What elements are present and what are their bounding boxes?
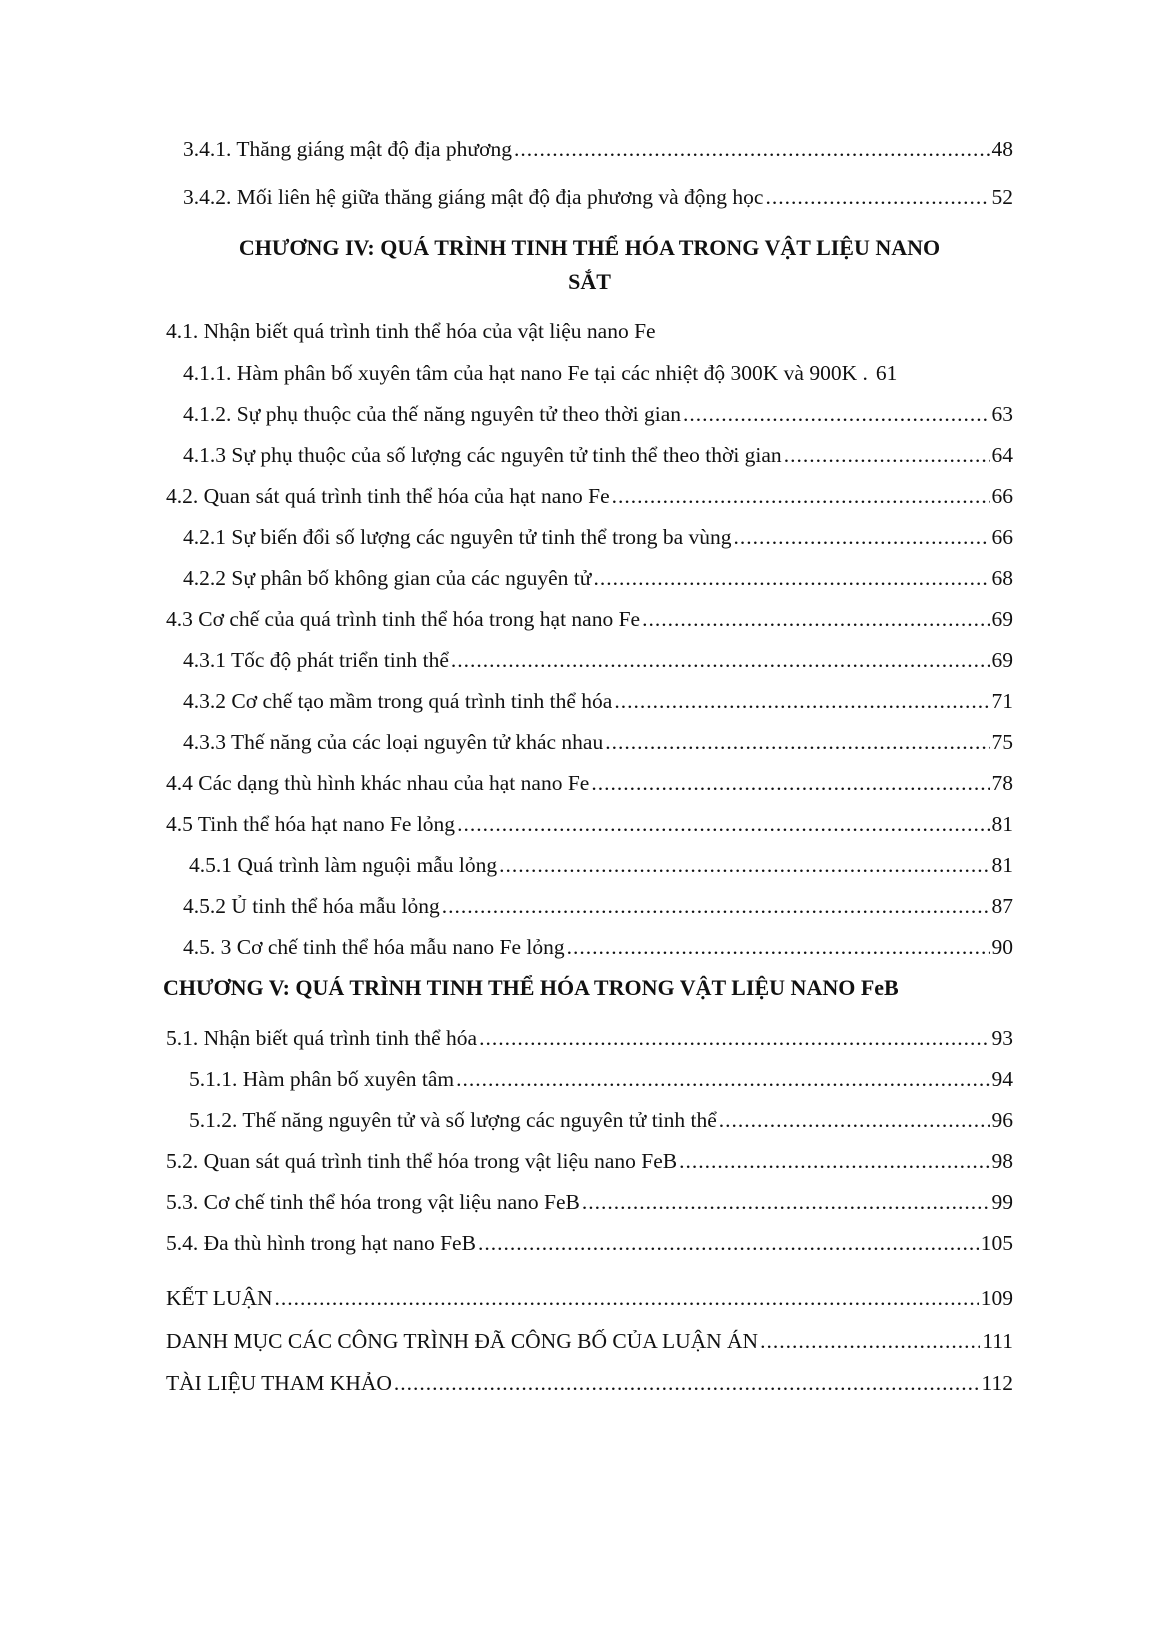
dot-leader: [614, 684, 989, 718]
toc-entry-page: 75: [991, 730, 1013, 754]
toc-entry: [166, 1324, 1013, 1358]
toc-entry-page: 94: [991, 1067, 1013, 1091]
toc-entry-title: KẾT LUẬN: [166, 1286, 273, 1310]
toc-entry-page: 81: [991, 812, 1013, 836]
toc-entry-title: 5.2. Quan sát quá trình tinh thể hóa trong vật liệu nano FeB: [166, 1149, 678, 1173]
toc-entry: [183, 397, 1013, 431]
toc-entry-title: 4.1.2. Sự phụ thuộc của thế năng nguyên tử theo thời gian: [183, 402, 682, 426]
toc-entry-page: 69: [991, 648, 1013, 672]
toc-entry: [166, 1366, 1013, 1400]
toc-entry-title: 5.3. Cơ chế tinh thể hóa trong vật liệu nano FeB: [166, 1190, 580, 1214]
toc-entry-title: TÀI LIỆU THAM KHẢO: [166, 1371, 392, 1395]
toc-entry-page: 69: [991, 607, 1013, 631]
toc-entry: [183, 684, 1013, 718]
toc-entry-title: 5.1.2. Thế năng nguyên tử và số lượng các nguyên tử tinh thể: [189, 1108, 717, 1132]
toc-entry-title: 4.3.1 Tốc độ phát triển tinh thể: [183, 648, 449, 672]
toc-entry-title: 4.2.2 Sự phân bố không gian của các nguyên tử: [183, 566, 592, 590]
toc-entry: [183, 520, 1013, 554]
dot-leader: [760, 1324, 980, 1358]
toc-entry: [166, 1185, 1013, 1219]
dot-leader: [567, 930, 990, 964]
dot-leader: [784, 438, 990, 472]
toc-entry-title: 4.5. 3 Cơ chế tinh thể hóa mẫu nano Fe lỏng: [183, 935, 565, 959]
toc-entry: [183, 930, 1013, 964]
toc-entry-page: 112: [981, 1371, 1013, 1395]
toc-entry-title: 3.4.2. Mối liên hệ giữa thăng giáng mật độ địa phương và động học: [183, 185, 764, 209]
dot-leader: [479, 1021, 989, 1055]
dot-leader: [612, 479, 990, 513]
toc-entry: [183, 561, 1013, 595]
toc-entry: [183, 725, 1013, 759]
dot-leader: [394, 1366, 980, 1400]
toc-entry-page: 111: [982, 1329, 1013, 1353]
toc-entry: [166, 602, 1013, 636]
dot-leader: [642, 602, 989, 636]
toc-entry: [189, 1103, 1013, 1137]
toc-entry-page: 109: [980, 1286, 1013, 1310]
toc-entry-page: 68: [991, 566, 1013, 590]
toc-entry-page: 48: [991, 137, 1013, 161]
toc-entry-page: 52: [991, 185, 1013, 209]
dot-leader: [451, 643, 990, 677]
toc-entry-title: 4.3 Cơ chế của quá trình tinh thể hóa trong hạt nano Fe: [166, 607, 641, 631]
toc-entry-page: 98: [991, 1149, 1013, 1173]
dot-leader: [457, 807, 989, 841]
toc-entry: [166, 766, 1013, 800]
toc-entry-title: 4.3.2 Cơ chế tạo mầm trong quá trình tinh thể hóa: [183, 689, 613, 713]
dot-leader: [582, 1185, 990, 1219]
toc-entry-title: 4.1.1. Hàm phân bố xuyên tâm của hạt nano Fe tại các nhiệt độ 300K và 900K .: [183, 361, 868, 385]
dot-leader: [719, 1103, 990, 1137]
dot-leader: [514, 132, 990, 166]
toc-entry-title: 4.5.1 Quá trình làm nguội mẫu lỏng: [189, 853, 498, 877]
toc-entry-title: 4.4 Các dạng thù hình khác nhau của hạt nano Fe: [166, 771, 590, 795]
toc-entry-page: 63: [991, 402, 1013, 426]
toc-entry-page: 90: [991, 935, 1013, 959]
dot-leader: [275, 1281, 979, 1315]
toc-entry: [183, 643, 1013, 677]
toc-entry-page: 78: [991, 771, 1013, 795]
chapter-iv-heading-line2: SẮT: [568, 269, 611, 294]
toc-entry-title: 5.4. Đa thù hình trong hạt nano FeB: [166, 1231, 476, 1255]
dot-leader: [734, 520, 990, 554]
toc-entry: [166, 1281, 1013, 1315]
toc-entry-title: 5.1.1. Hàm phân bố xuyên tâm: [189, 1067, 455, 1091]
toc-entry-page: 81: [991, 853, 1013, 877]
toc-entry: [166, 807, 1013, 841]
toc-entry-page: 105: [980, 1231, 1013, 1255]
chapter-iv-heading: [166, 231, 1013, 299]
dot-leader: [478, 1226, 979, 1260]
toc-entry-page: 93: [991, 1026, 1013, 1050]
toc-entry: [189, 848, 1013, 882]
toc-entry-title: 4.1. Nhận biết quá trình tinh thể hóa của vật liệu nano Fe: [166, 319, 656, 343]
toc-entry-title: 4.5.2 Ủ tinh thể hóa mẫu lỏng: [183, 894, 440, 918]
toc-entry-title: 4.2. Quan sát quá trình tinh thể hóa của hạt nano Fe: [166, 484, 610, 508]
toc-entry: [183, 180, 1013, 214]
toc-entry: [166, 1021, 1013, 1055]
dot-leader: [591, 766, 989, 800]
dot-leader: [593, 561, 989, 595]
dot-leader: [442, 889, 990, 923]
toc-entry-title: DANH MỤC CÁC CÔNG TRÌNH ĐÃ CÔNG BỐ CỦA LUẬN ÁN: [166, 1329, 759, 1353]
toc-entry-title: 4.5 Tinh thể hóa hạt nano Fe lỏng: [166, 812, 456, 836]
dot-leader: [765, 180, 989, 214]
toc-entry-title: 5.1. Nhận biết quá trình tinh thể hóa: [166, 1026, 478, 1050]
chapter-iv-heading-line1: CHƯƠNG IV: QUÁ TRÌNH TINH THỂ HÓA TRONG VẬT LIỆU NANO: [238, 235, 941, 260]
toc-entry-page: 71: [991, 689, 1013, 713]
toc-entry-title: 3.4.1. Thăng giáng mật độ địa phương: [183, 137, 512, 161]
toc-entry: [183, 438, 1013, 472]
dot-leader: [499, 848, 989, 882]
toc-entry: [183, 132, 1013, 166]
toc-section-heading: [166, 314, 1013, 348]
toc-entry-page: 96: [991, 1108, 1013, 1132]
toc-entry: [166, 1226, 1013, 1260]
toc-entry: [183, 889, 1013, 923]
dot-leader: [679, 1144, 989, 1178]
dot-leader: [683, 397, 989, 431]
toc-entry: [166, 479, 1013, 513]
toc-entry-page: 99: [991, 1190, 1013, 1214]
toc-entry-page: 66: [991, 484, 1013, 508]
toc-entry-title: 4.3.3 Thế năng của các loại nguyên tử khác nhau: [183, 730, 604, 754]
chapter-v-heading: CHƯƠNG V: QUÁ TRÌNH TINH THỂ HÓA TRONG VẬT LIỆU NANO FeB: [163, 975, 899, 1000]
toc-entry-title: 4.2.1 Sự biến đổi số lượng các nguyên tử tinh thể trong ba vùng: [183, 525, 732, 549]
toc-entry-page: 61: [875, 361, 898, 385]
toc-entry-page: 64: [991, 443, 1013, 467]
toc-entry: [183, 356, 1013, 390]
toc-entry-page: 66: [991, 525, 1013, 549]
dot-leader: [456, 1062, 989, 1096]
toc-entry: [166, 1144, 1013, 1178]
toc-entry-title: 4.1.3 Sự phụ thuộc của số lượng các nguyên tử tinh thể theo thời gian: [183, 443, 782, 467]
dot-leader: [605, 725, 989, 759]
toc-entry-page: 87: [991, 894, 1013, 918]
toc-entry: [189, 1062, 1013, 1096]
